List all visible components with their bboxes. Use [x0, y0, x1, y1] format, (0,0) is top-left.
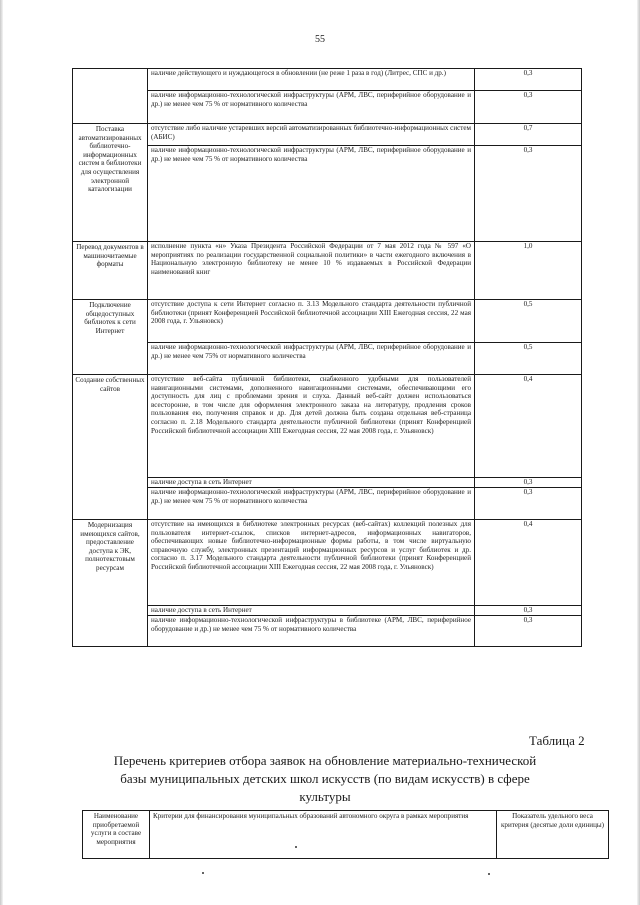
service-cell: Перевод документов в машиночитаемые форматы	[73, 242, 148, 300]
scan-speck	[202, 872, 204, 874]
table-row	[73, 375, 582, 478]
weight-cell: 0,4	[475, 375, 582, 478]
service-cell: Создание собственных сайтов	[73, 375, 148, 520]
criterion-cell: наличие действующего и нуждающегося в обновлении (не реже 1 раза в год) (Литрес, СПС и др.)	[148, 69, 475, 91]
criterion-cell: наличие доступа в сеть Интернет	[148, 478, 475, 488]
scan-speck	[295, 846, 297, 848]
table-row	[73, 242, 582, 300]
table-row	[73, 478, 582, 488]
column-header: Наименование приобретаемой услуги в составе мероприятия	[83, 811, 150, 859]
table-row	[73, 616, 582, 647]
table-row	[73, 300, 582, 343]
table-row	[73, 124, 582, 146]
criterion-cell: наличие информационно-технологической инфраструктуры в библиотеке (АРМ, ЛВС, периферийное оборудование и др.) не менее чем 75 % от нормативного количества	[148, 616, 475, 647]
criterion-cell: исполнение пункта «н» Указа Президента Российской Федерации от 7 мая 2012 года № 597 «О мероприятиях по реализации государственной социальной политики» в части ежегодного включения в Национальную электронную библиотеку не менее 10 % издаваемых в Российской Федерации наименований книг	[148, 242, 475, 300]
weight-cell: 0,3	[475, 488, 582, 520]
service-cell	[73, 69, 148, 124]
table-row	[73, 146, 582, 242]
table-row	[73, 606, 582, 616]
table-row	[73, 91, 582, 124]
criterion-cell: отсутствие веб-сайта публичной библиотеки, снабженного удобными для пользователей навигационными системами, дополненного навигационными системами, обеспечивающими его доступность для лиц с проблемами зрения и слуха. Данный веб-сайт должен использоваться всесторонне, в том числе для оформления электронного заказа на литературу, продления сроков пользования ею, получения справок и др. Для детей должна быть создана отдельная веб-страница согласно п. 2.18 Модельного стандарта деятельности публичной библиотеки (принят Конференцией Российской библиотечной ассоциации XIII Ежегодная сессия, 22 мая 2008 года, г. Ульяновск)	[148, 375, 475, 478]
table-label: Таблица 2	[529, 733, 585, 748]
table-row	[73, 343, 582, 375]
table-row	[73, 520, 582, 606]
service-cell: Подключение общедоступных библиотек к сети Интернет	[73, 300, 148, 375]
weight-cell: 0,5	[475, 343, 582, 375]
weight-cell: 0,3	[475, 91, 582, 124]
criterion-cell: наличие доступа в сеть Интернет	[148, 606, 475, 616]
weight-cell: 0,3	[475, 69, 582, 91]
service-cell: Модернизация имеющихся сайтов, предоставление доступа к ЭК, полнотекстовым ресурсам	[73, 520, 148, 647]
weight-cell: 0,3	[475, 146, 582, 242]
criteria-table-2	[82, 810, 609, 859]
column-header: Показатель удельного веса критерия (десятые доли единицы)	[497, 811, 609, 859]
table-row	[73, 488, 582, 520]
criteria-table-continued	[72, 68, 582, 647]
weight-cell: 0,7	[475, 124, 582, 146]
scan-edge-left	[0, 0, 3, 905]
column-header: Критерии для финансирования муниципальных образований автономного округа в рамках мероприятия	[150, 811, 497, 859]
weight-cell: 0,3	[475, 616, 582, 647]
criterion-cell: отсутствие доступа к сети Интернет согласно п. 3.13 Модельного стандарта деятельности публичной библиотеки (принят Конференцией Российской библиотечной ассоциации XIII Ежегодная сессия, 22 мая 2008 года, г. Ульяновск)	[148, 300, 475, 343]
scan-speck	[488, 873, 490, 875]
weight-cell: 0,4	[475, 520, 582, 606]
criterion-cell: наличие информационно-технологической инфраструктуры (АРМ, ЛВС, периферийное оборудование и др.) не менее чем 75 % от нормативного количества	[148, 91, 475, 124]
criterion-cell: наличие информационно-технологической инфраструктуры (АРМ, ЛВС, периферийное оборудование и др.) не менее чем 75% от нормативного количества	[148, 343, 475, 375]
weight-cell: 0,3	[475, 478, 582, 488]
page-number: 55	[315, 34, 325, 45]
criterion-cell: наличие информационно-технологической инфраструктуры (АРМ, ЛВС, периферийное оборудование и др.) не менее чем 75 % от нормативного количества	[148, 146, 475, 242]
table-header-row	[83, 811, 609, 859]
criterion-cell: отсутствие на имеющихся в библиотеке электронных ресурсах (веб-сайтах) коллекций полезных для пользователя интернет-ссылок, списков интернет-адресов, информационных навигаторов, обеспечивающих новые библиотечно-информационные формы работы, в том числе виртуальную справочную службу, электронных презентаций информационных ресурсов и услуг библиотек и др. согласно п. 3.17 Модельного стандарта деятельности публичной библиотеки (принят Конференцией Российской библиотечной ассоциации XIII Ежегодная сессия, 22 мая 2008 года, г. Ульяновск)	[148, 520, 475, 606]
weight-cell: 0,3	[475, 606, 582, 616]
weight-cell: 1,0	[475, 242, 582, 300]
weight-cell: 0,5	[475, 300, 582, 343]
table-row	[73, 69, 582, 91]
service-cell: Поставка автоматизированных библиотечно-информационных систем в библиотеки для осуществления электронной каталогизации	[73, 124, 148, 242]
criterion-cell: наличие информационно-технологической инфраструктуры (АРМ, ЛВС, периферийное оборудование и др.) не менее чем 75 % от нормативного количества	[148, 488, 475, 520]
criterion-cell: отсутствие либо наличие устаревших версий автоматизированных библиотечно-информационных систем (АБИС)	[148, 124, 475, 146]
table-title: Перечень критериев отбора заявок на обновление материально-технической базы муниципальных детских школ искусств (по видам искусств) в сфере культуры	[113, 753, 537, 804]
